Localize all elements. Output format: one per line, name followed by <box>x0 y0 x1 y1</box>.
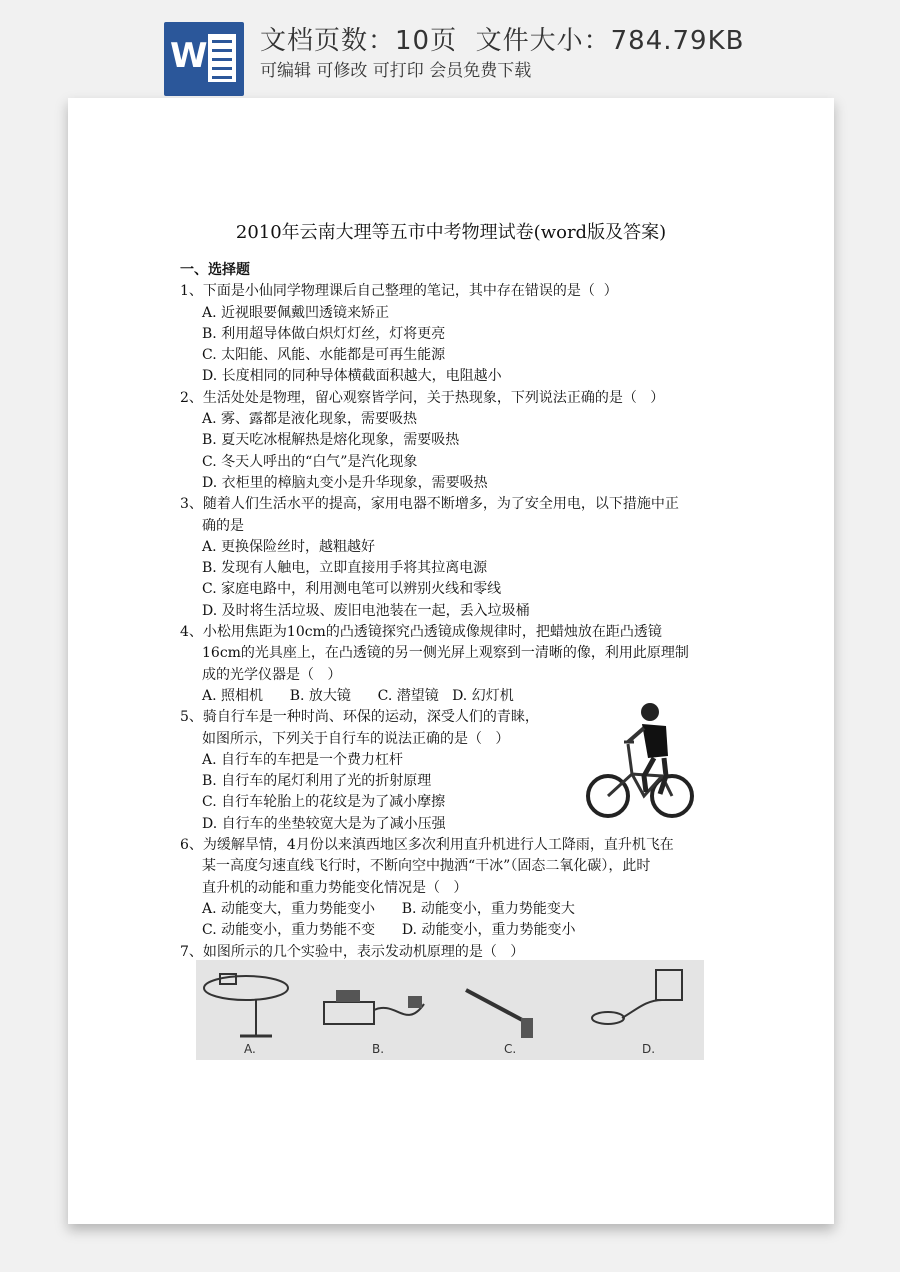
document-title: 2010年云南大理等五市中考物理试卷(word版及答案) <box>235 222 667 243</box>
answer-option: A. 雾、露都是液化现象，需要吸热 <box>202 411 418 428</box>
answer-option: D. 及时将生活垃圾、废旧电池装在一起，丢入垃圾桶 <box>202 602 530 619</box>
section-heading: 一、选择题 <box>180 262 250 278</box>
document-stats: 文档页数：10页 文件大小：784.79KB <box>260 26 745 56</box>
answer-option: D. 长度相同的同种导体横截面积越大，电阻越小 <box>202 368 502 385</box>
figure-label-d: D. <box>642 1042 656 1056</box>
question-text: 3、随着人们生活水平的提高，家用电器不断增多，为了安全用电，以下措施中正 <box>180 496 679 513</box>
answer-option: C. 动能变小，重力势能不变 D. 动能变小，重力势能变小 <box>202 922 576 939</box>
question-text-continued: 成的光学仪器是（ ） <box>202 666 342 683</box>
answer-option: C. 太阳能、风能、水能都是可再生能源 <box>202 347 446 364</box>
answer-option: B. 自行车的尾灯利用了光的折射原理 <box>202 773 432 790</box>
answer-option: B. 利用超导体做白炽灯灯丝，灯将更亮 <box>202 325 446 342</box>
question-text: 1、下面是小仙同学物理课后自己整理的笔记，其中存在错误的是（ ） <box>180 283 618 300</box>
question-content <box>180 260 740 963</box>
document-features: 可编辑 可修改 可打印 会员免费下载 <box>260 61 532 81</box>
word-icon-lines <box>208 34 236 82</box>
document-page <box>68 98 834 1224</box>
question-lines <box>180 281 740 963</box>
question-text-continued: 某一高度匀速直线飞行时，不断向空中抛洒“干冰”（固态二氧化碳），此时 <box>202 858 651 875</box>
question-text-continued: 直升机的动能和重力势能变化情况是（ ） <box>202 879 468 896</box>
word-document-icon <box>164 22 244 96</box>
word-icon-letter: W <box>170 36 208 76</box>
answer-option: C. 冬天人呼出的“白气”是汽化现象 <box>202 453 418 470</box>
question-text: 7、如图所示的几个实验中，表示发动机原理的是（ ） <box>180 943 525 960</box>
question-text: 6、为缓解旱情，4月份以来滇西地区多次利用直升机进行人工降雨，直升机飞在 <box>180 837 674 854</box>
bicycle-rider-image <box>584 696 696 826</box>
question-text: 4、小松用焦距为10cm的凸透镜探究凸透镜成像规律时，把蜡烛放在距凸透镜 <box>180 624 662 641</box>
question-text-continued: 确的是 <box>202 517 244 534</box>
document-info-banner <box>0 0 900 100</box>
figure-label-b: B. <box>372 1042 385 1056</box>
answer-option: A. 自行车的车把是一个费力杠杆 <box>202 751 404 768</box>
question-text-continued: 16cm的光具座上，在凸透镜的另一侧光屏上观察到一清晰的像，利用此原理制 <box>202 645 689 662</box>
answer-option: B. 夏天吃冰棍解热是熔化现象，需要吸热 <box>202 432 460 449</box>
answer-option: A. 照相机 B. 放大镜 C. 潜望镜 D. 幻灯机 <box>202 687 514 704</box>
figure-label-a: A. <box>244 1042 256 1056</box>
answer-option: D. 自行车的坐垫较宽大是为了减小压强 <box>202 815 446 832</box>
answer-option: B. 发现有人触电，立即直接用手将其拉离电源 <box>202 560 488 577</box>
experiment-sketches <box>196 960 704 1060</box>
answer-option: A. 动能变大，重力势能变小 B. 动能变小，重力势能变大 <box>202 900 575 917</box>
answer-option: C. 家庭电路中，利用测电笔可以辨别火线和零线 <box>202 581 502 598</box>
answer-option: A. 近视眼要佩戴凹透镜来矫正 <box>202 304 390 321</box>
question-text: 5、骑自行车是一种时尚、环保的运动，深受人们的青睐， <box>180 709 539 726</box>
experiment-figures-image <box>196 960 704 1060</box>
figure-label-c: C. <box>504 1042 517 1056</box>
answer-option: A. 更换保险丝时，越粗越好 <box>202 538 376 555</box>
answer-option: C. 自行车轮胎上的花纹是为了减小摩擦 <box>202 794 446 811</box>
question-text-continued: 如图所示，下列关于自行车的说法正确的是（ ） <box>202 730 510 747</box>
answer-option: D. 衣柜里的樟脑丸变小是升华现象，需要吸热 <box>202 474 488 491</box>
question-text: 2、生活处处是物理，留心观察皆学问，关于热现象，下列说法正确的是（ ） <box>180 389 665 406</box>
